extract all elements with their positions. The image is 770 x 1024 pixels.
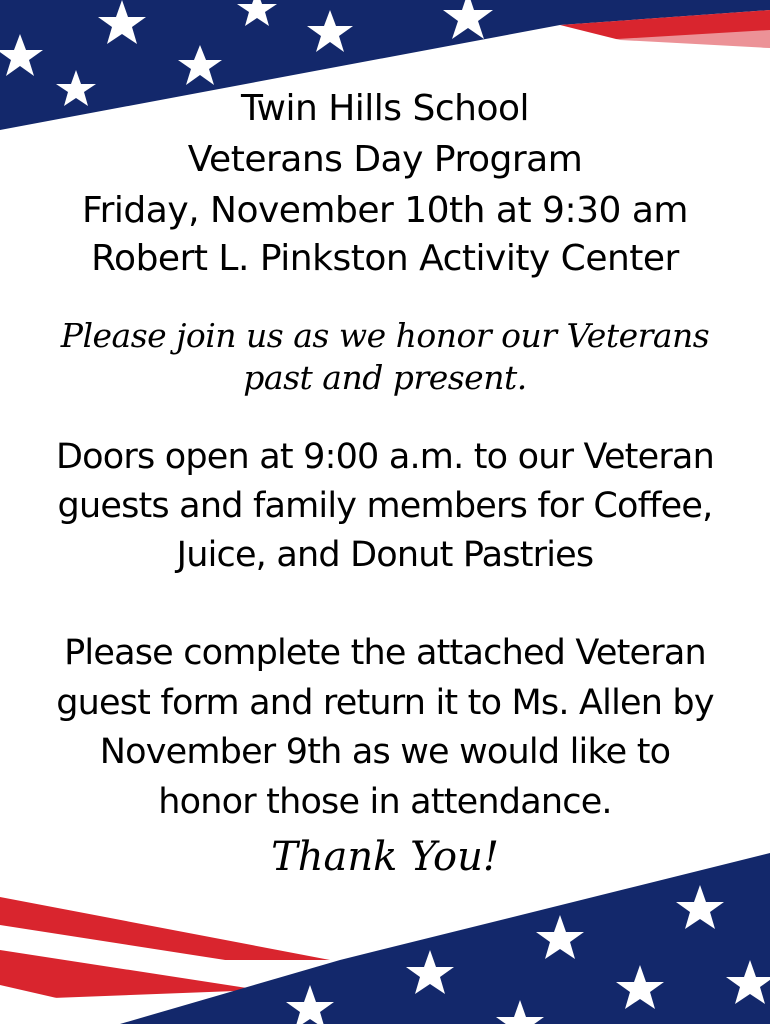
doors-line-2: guests and family members for Coffee, [57, 486, 713, 526]
event-date-time: Friday, November 10th at 9:30 am [82, 190, 688, 231]
thank-you: Thank You! [271, 834, 499, 880]
form-request-line-4: honor those in attendance. [158, 782, 612, 822]
form-request-line-1: Please complete the attached Veteran [64, 633, 706, 673]
form-request-line-2: guest form and return it to Ms. Allen by [56, 683, 714, 723]
doors-line-1: Doors open at 9:00 a.m. to our Veteran [56, 437, 714, 477]
invitation-line-1: Please join us as we honor our Veterans [60, 316, 710, 355]
invitation-line-2: past and present. [243, 358, 527, 397]
form-request-line-3: November 9th as we would like to [99, 732, 671, 772]
doors-line-3: Juice, and Donut Pastries [176, 535, 594, 575]
event-venue: Robert L. Pinkston Activity Center [91, 238, 679, 279]
school-name: Twin Hills School [240, 88, 530, 129]
program-title: Veterans Day Program [187, 139, 583, 180]
